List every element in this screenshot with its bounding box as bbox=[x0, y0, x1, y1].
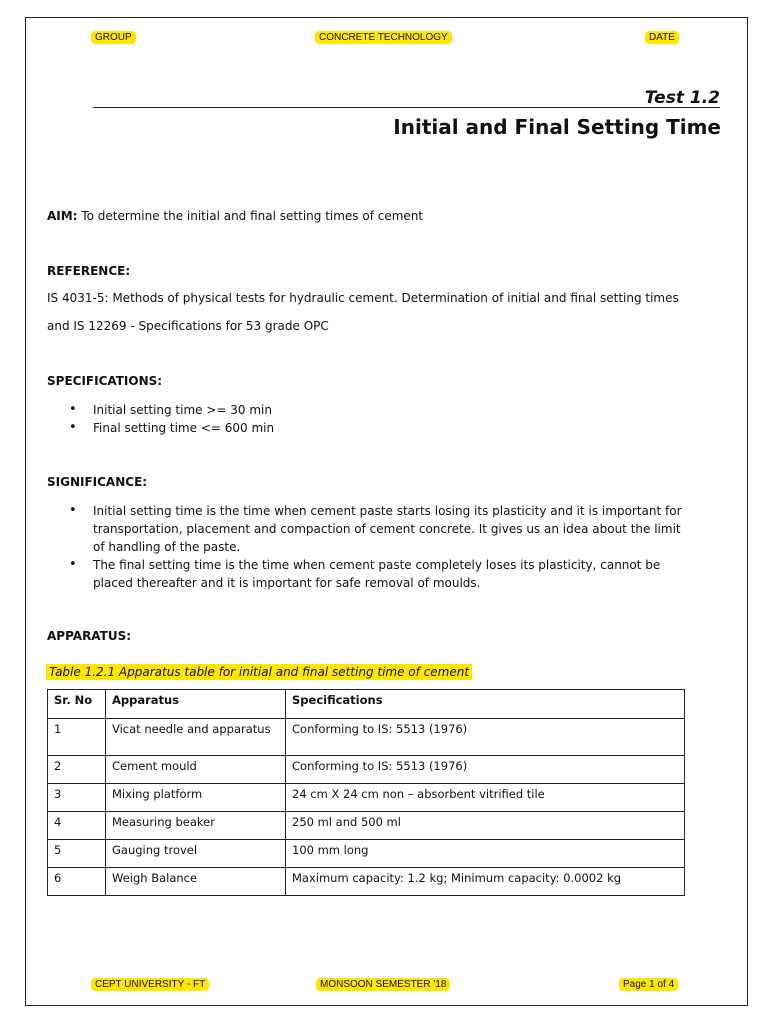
cell-apparatus: Measuring beaker bbox=[106, 812, 286, 840]
cell-specification: 24 cm X 24 cm non – absorbent vitrified tile bbox=[286, 784, 685, 812]
aim-label: AIM: bbox=[47, 209, 78, 223]
cell-specification: 100 mm long bbox=[286, 840, 685, 868]
test-number: Test 1.2 bbox=[644, 88, 720, 108]
significance-list bbox=[47, 502, 687, 592]
cell-specification: 250 ml and 500 ml bbox=[286, 812, 685, 840]
cell-sr-no: 5 bbox=[48, 840, 106, 868]
cell-sr-no: 4 bbox=[48, 812, 106, 840]
reference-line-2: and IS 12269 - Specifications for 53 grade OPC bbox=[47, 319, 329, 333]
table-row bbox=[48, 840, 685, 868]
table-row bbox=[48, 812, 685, 840]
page-title: Initial and Final Setting Time bbox=[393, 115, 721, 139]
apparatus-table bbox=[47, 689, 685, 896]
footer-semester-label: MONSOON SEMESTER '18 bbox=[316, 978, 450, 991]
apparatus-heading: APPARATUS: bbox=[47, 629, 132, 643]
header-date-label: DATE bbox=[645, 31, 679, 44]
column-header-sr-no: Sr. No bbox=[48, 690, 106, 719]
reference-heading: REFERENCE: bbox=[47, 264, 131, 278]
table-row bbox=[48, 868, 685, 896]
header-group-label: GROUP bbox=[91, 31, 136, 44]
header-course-label: CONCRETE TECHNOLOGY bbox=[315, 31, 452, 44]
cell-specification: Conforming to IS: 5513 (1976) bbox=[286, 756, 685, 784]
cell-specification: Conforming to IS: 5513 (1976) bbox=[286, 719, 685, 756]
footer-university-label: CEPT UNIVERSITY - FT bbox=[91, 978, 209, 991]
specifications-heading: SPECIFICATIONS: bbox=[47, 374, 163, 388]
cell-apparatus: Mixing platform bbox=[106, 784, 286, 812]
cell-specification: Maximum capacity: 1.2 kg; Minimum capacity: 0.0002 kg bbox=[286, 868, 685, 896]
table-row bbox=[48, 719, 685, 756]
aim-text: To determine the initial and final setting times of cement bbox=[77, 209, 424, 223]
table-header-row bbox=[48, 690, 685, 719]
cell-apparatus: Cement mould bbox=[106, 756, 286, 784]
table-caption: Table 1.2.1 Apparatus table for initial and final setting time of cement bbox=[46, 664, 472, 680]
cell-apparatus: Gauging trovel bbox=[106, 840, 286, 868]
aim-line bbox=[47, 209, 423, 223]
cell-sr-no: 1 bbox=[48, 719, 106, 756]
list-item: • Final setting time <= 600 min bbox=[47, 419, 687, 437]
cell-sr-no: 2 bbox=[48, 756, 106, 784]
list-item: • The final setting time is the time when cement paste completely loses its plasticity, cannot be placed thereafter and it is important for safe removal of moulds. bbox=[47, 556, 687, 592]
cell-sr-no: 3 bbox=[48, 784, 106, 812]
column-header-specifications: Specifications bbox=[286, 690, 685, 719]
list-item: • Initial setting time >= 30 min bbox=[47, 401, 687, 419]
table-row bbox=[48, 756, 685, 784]
cell-apparatus: Weigh Balance bbox=[106, 868, 286, 896]
title-rule bbox=[93, 107, 720, 108]
reference-line-1: IS 4031-5: Methods of physical tests for hydraulic cement. Determination of initial and final setting times bbox=[47, 291, 679, 305]
significance-heading: SIGNIFICANCE: bbox=[47, 475, 148, 489]
cell-sr-no: 6 bbox=[48, 868, 106, 896]
footer-page-number: Page 1 of 4 bbox=[619, 978, 678, 991]
table-row bbox=[48, 784, 685, 812]
cell-apparatus: Vicat needle and apparatus bbox=[106, 719, 286, 756]
column-header-apparatus: Apparatus bbox=[106, 690, 286, 719]
specifications-list bbox=[47, 401, 687, 437]
list-item: • Initial setting time is the time when cement paste starts losing its plasticity and it is important for transportation, placement and compaction of cement concrete. It gives us an idea about the limit of handling of the paste. bbox=[47, 502, 687, 556]
